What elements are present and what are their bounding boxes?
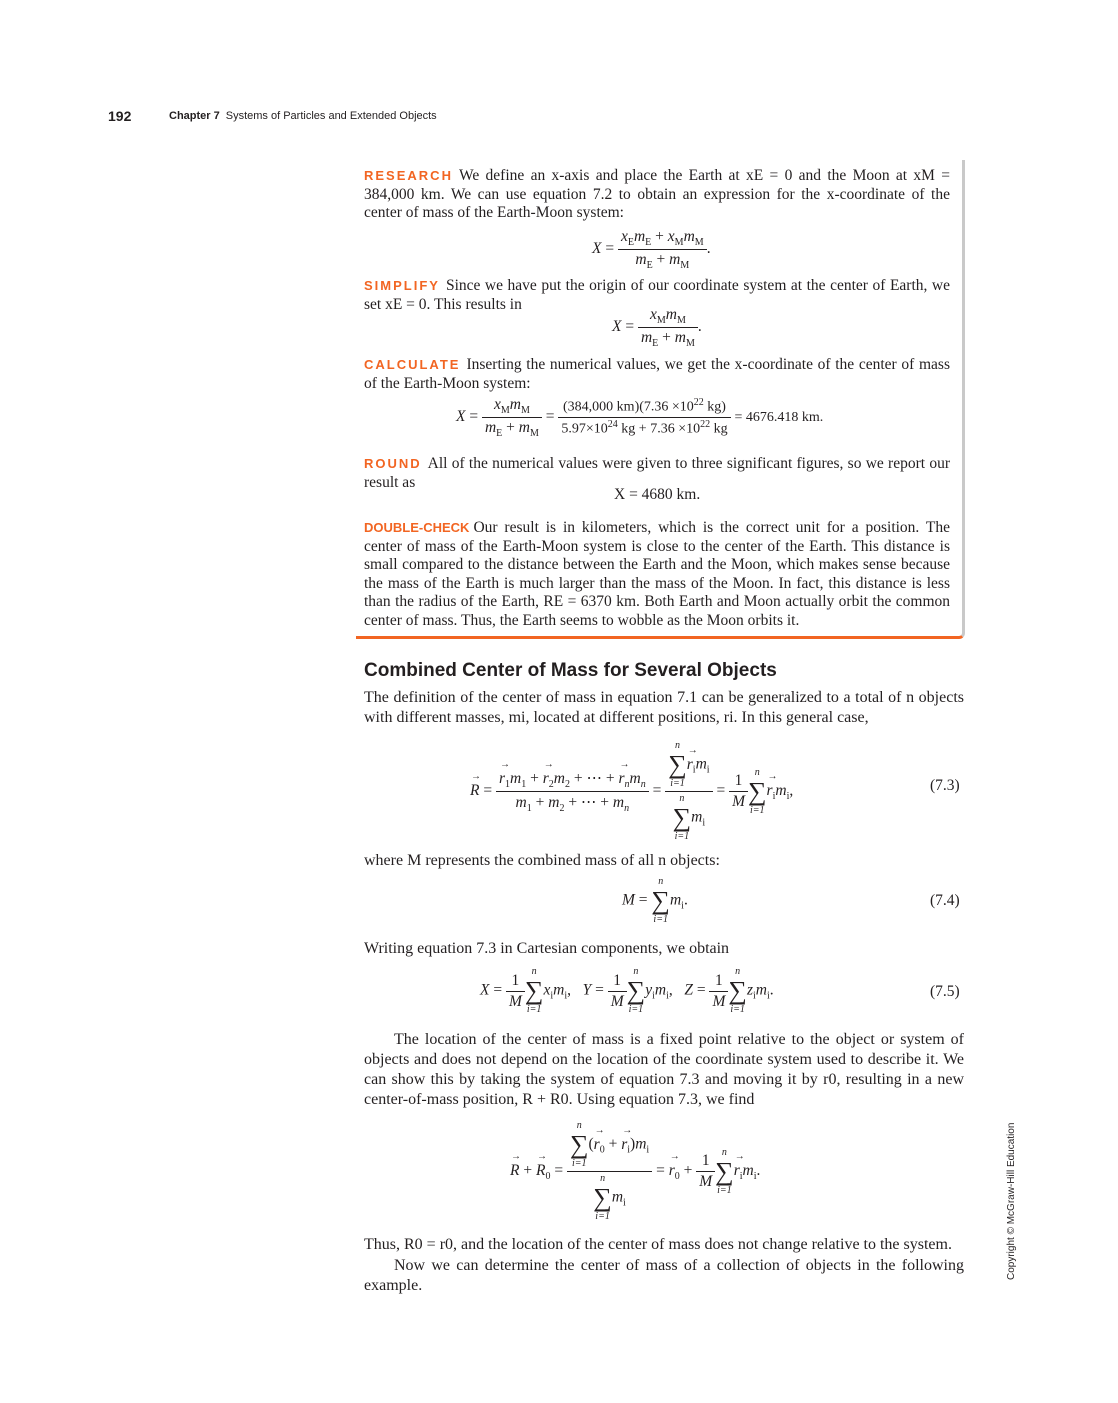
- where-text: where M represents the combined mass of all n objects:: [364, 852, 720, 869]
- equation-calculation: X = $\frac{x_Mm_M}{m_E + m_M}$ = $\frac{(384,000 km)(7.36 \times 10^{22} kg)}{5.97\times 10^{24} kg + 7.36 \times 10^{22} kg}$ = 4676.418 km.: [456, 396, 824, 440]
- calc-numerator: (384,000 km)(7.36 ×10: [563, 400, 694, 416]
- chapter-label: Chapter 7: [169, 110, 220, 122]
- research-paragraph: [364, 167, 950, 223]
- calc-exp-den-b: 22: [700, 419, 711, 431]
- equation-7-5: X = $\frac{1}{M}$ n ∑ i=1 $x_im_i$, Y = $\frac{1}{M}$ n ∑ i=1 $y_im_i$, Z = $\frac{1}{M}$ n ∑ i=1 $z_im_i$.: [480, 966, 774, 1015]
- equation-7-4: M = n ∑ i=1 $m_i$.: [622, 876, 688, 925]
- equation-7-3: → R = → $\frac{r_1m_1 + \to r_2m_2 + \cdots + \to r_nm_n}{m_1 + m_2 + \cdots + m_n}$ = n ∑ i=1 → $r_im_i$ n ∑ i=1 $m_i$ = $\frac{1}{M}$ n ∑ i=1 → $r_im_i$,: [470, 740, 793, 843]
- equation-shift: → R + → $R_0$ = n ∑ i=1 (→ $r_0$ + → $r_i)m_i$ n ∑ i=1 $m_i$ = → $r_0$ + $\frac{1}{M}$ n ∑ i=1 → $r_im_i$.: [510, 1120, 760, 1223]
- chapter-title: Systems of Particles and Extended Objects: [225, 110, 437, 122]
- simplify-label: SIMPLIFY: [364, 278, 440, 293]
- calculate-label: CALCULATE: [364, 357, 461, 372]
- calc-exp-den-a: 24: [607, 419, 618, 431]
- running-header: [169, 110, 437, 122]
- round-label: ROUND: [364, 456, 422, 471]
- research-text: We define an x-axis and place the Earth at xE = 0 and the Moon at xM = 384,000 km. We can use equation 7.2 to obtain an expression for the x-coordinate of the center of mass of the Earth-Moon system:: [364, 167, 950, 221]
- calc-result: = 4676.418 km.: [734, 410, 824, 426]
- cartesian-text: Writing equation 7.3 in Cartesian components, we obtain: [364, 940, 730, 957]
- research-label: RESEARCH: [364, 168, 453, 183]
- calculate-paragraph: [364, 356, 950, 393]
- equation-com-general: X = $\frac{x_Em_E + x_Mm_M}{m_E + m_M}$ .: [592, 228, 711, 272]
- calc-exp-num: 22: [693, 397, 704, 409]
- section-title: Combined Center of Mass for Several Objects: [364, 660, 777, 681]
- eq-7-5-label: (7.5): [930, 983, 960, 1000]
- doublecheck-text: Our result is in kilometers, which is the correct unit for a position. The center of mass of the Earth-Moon system is close to the center of the Earth. This distance is small compared to the distance between the Earth and the Moon, which makes sense because the mass of the Earth is much larger than the mass of the Moon. In fact, this distance is less than the radius of the Earth, RE = 6370 km. Both Earth and Moon actually orbit the common center of mass. Thus, the Earth seems to wobble as the Moon orbits it.: [364, 519, 950, 629]
- eq-7-3-label: (7.3): [930, 777, 960, 794]
- round-result: X = 4680 km.: [614, 486, 701, 503]
- thus-text: Thus, R0 = r0, and the location of the center of mass does not change relative to the system.: [364, 1236, 952, 1253]
- location-paragraph: The location of the center of mass is a fixed point relative to the object or system of objects and does not depend on the location of the coordinate system used to describe it. We can show this by taking the system of equation 7.3 and moving it by r0, resulting in a new center-of-mass position, R + R0. Using equation 7.3, we find: [364, 1031, 964, 1108]
- section-intro: The definition of the center of mass in equation 7.1 can be generalized to a total of n objects with different masses, mi, located at different positions, ri. In this general case,: [364, 689, 964, 726]
- copyright-text: Copyright © McGraw-Hill Education: [1006, 1122, 1017, 1280]
- calculate-text: Inserting the numerical values, we get the x-coordinate of the center of mass of the Earth-Moon system:: [364, 356, 950, 392]
- copyright-sidebar: [1006, 1122, 1026, 1280]
- now-text: Now we can determine the center of mass of a collection of objects in the following example.: [364, 1257, 964, 1294]
- calc-den-b: kg + 7.36 ×10: [617, 421, 701, 437]
- doublecheck-paragraph: [364, 519, 950, 630]
- calc-den-a: 5.97×10: [561, 421, 608, 437]
- round-text: All of the numerical values were given to three significant figures, so we report our result as: [364, 455, 950, 491]
- page-number: 192: [108, 108, 132, 124]
- equation-com-simplified: X = $\frac{x_Mm_M}{m_E + m_M}$ .: [612, 306, 702, 350]
- simplify-text: Since we have put the origin of our coordinate system at the center of Earth, we set xE = 0. This results in: [364, 277, 950, 313]
- doublecheck-label: DOUBLE-CHECK: [364, 520, 470, 535]
- eq-7-4-label: (7.4): [930, 892, 960, 909]
